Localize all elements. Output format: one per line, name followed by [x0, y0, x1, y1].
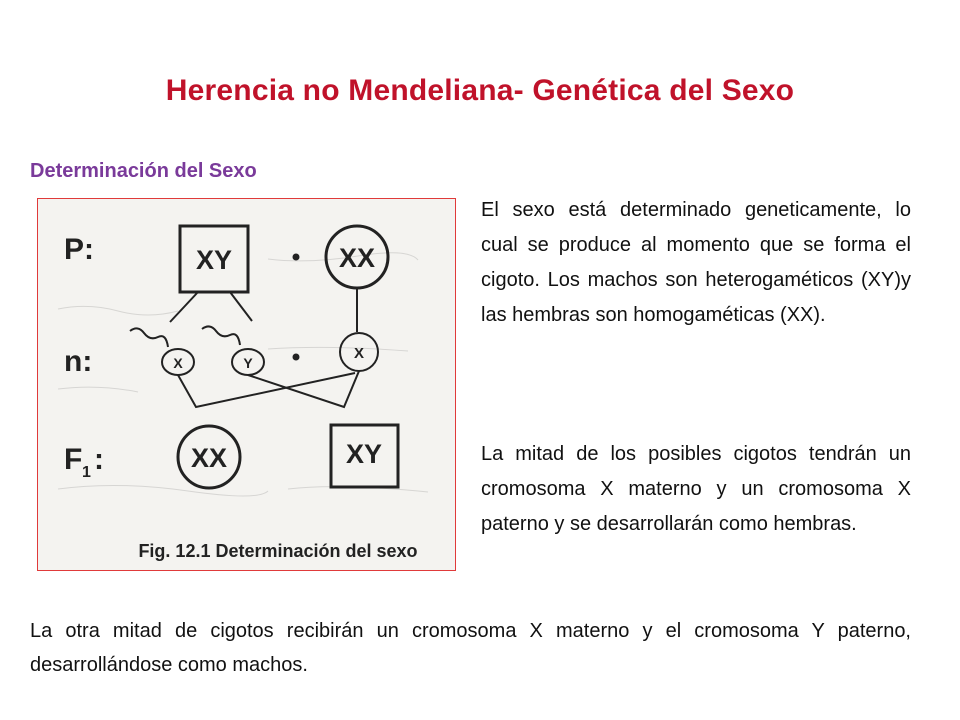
line-male-to-x-sperm	[170, 292, 198, 322]
section-subtitle: Determinación del Sexo	[30, 160, 257, 182]
x-sperm-tail	[130, 328, 168, 347]
offspring-female-genotype: XX	[190, 443, 228, 473]
paragraph-female-zygotes: La mitad de los posibles cigotos tendrán un cromosoma X materno y un cromosoma X paterno y se desarrollarán como hembras.	[481, 443, 911, 535]
offspring-male-genotype: XY	[345, 439, 383, 469]
paragraph-sex-determination: El sexo está determinado geneticamente, lo cual se produce al momento que se forma el cigoto. Los machos son heterogaméticos (XY)y las hembras son homogaméticas (XX).	[481, 199, 911, 326]
slide-title: Herencia no Mendeliana- Genética del Sexo	[165, 74, 795, 107]
row-label-f1-subscript: 1	[82, 464, 91, 481]
row-label-gametes: n:	[64, 345, 93, 378]
parent-male-genotype: XY	[195, 245, 233, 275]
y-sperm-label: Y	[243, 355, 253, 371]
row-label-f1-colon: :	[94, 443, 104, 476]
egg-label: X	[353, 345, 365, 362]
y-sperm-tail	[202, 326, 240, 345]
row-label-f1: F	[64, 443, 83, 476]
row-label-parents: P:	[64, 233, 94, 266]
cross-dot-gametes	[293, 354, 300, 361]
x-sperm-label: X	[173, 355, 183, 371]
paragraph-male-zygotes: La otra mitad de cigotos recibirán un cromosoma X materno y el cromosoma Y paterno, desarrollándose como machos.	[30, 620, 911, 676]
line-male-to-y-sperm	[230, 292, 252, 321]
sex-determination-diagram	[38, 199, 456, 571]
parent-female-genotype: XX	[338, 243, 376, 273]
cross-dot-parents	[293, 254, 300, 261]
sex-determination-figure	[37, 198, 456, 571]
figure-caption: Fig. 12.1 Determinación del sexo	[138, 541, 418, 561]
